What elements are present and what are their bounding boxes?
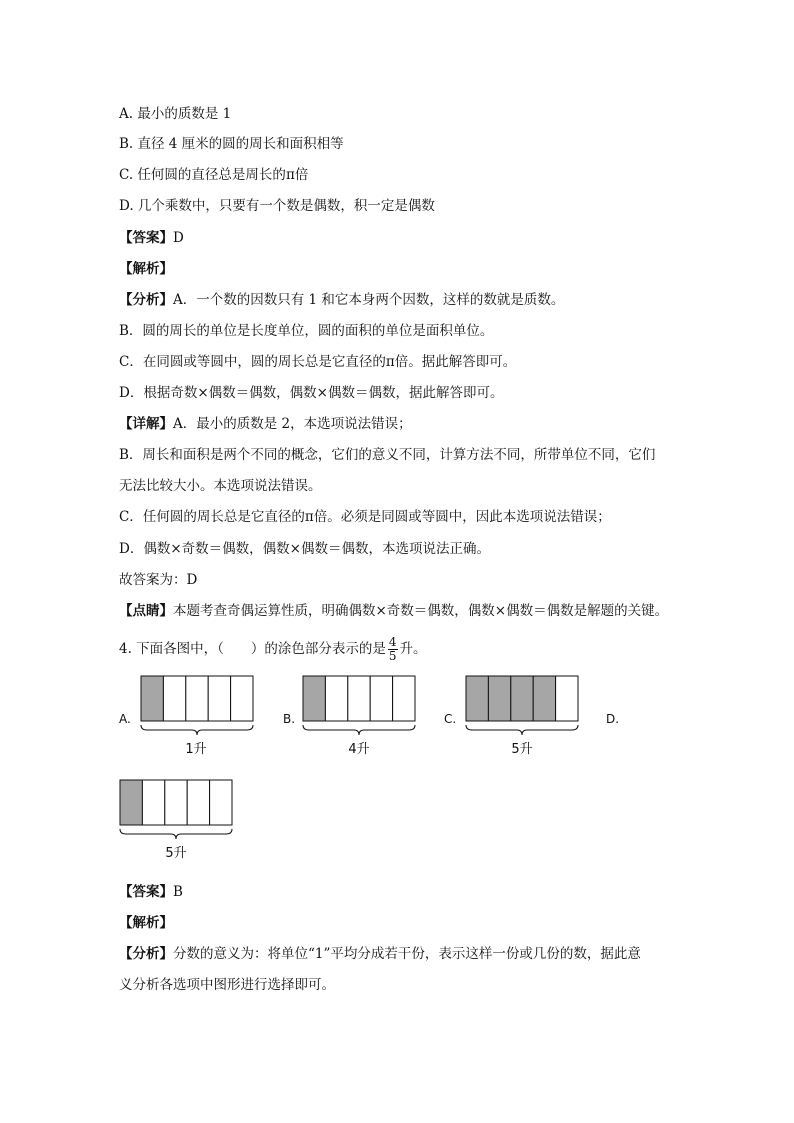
shaded-cell: [303, 676, 325, 721]
option-c-suffix: 倍: [294, 167, 309, 183]
shaded-cell: [466, 676, 488, 721]
empty-cell: [556, 676, 578, 721]
fenxi-c-text: C．在同圆或等圆中，圆的周长总是它直径的: [119, 354, 386, 370]
answer-2: [119, 882, 183, 902]
bar-figure-c: [466, 676, 578, 735]
empty-cell: [210, 780, 232, 825]
answer-tag: 【答案】: [119, 884, 173, 900]
shaded-cell: [120, 780, 142, 825]
answer-value: D: [173, 230, 184, 246]
fenxi-tag: 【分析】: [119, 946, 173, 962]
fenxi-2-line2: 义分析各选项中图形进行选择即可。: [119, 977, 335, 993]
fenxi-d: D．根据奇数×偶数＝偶数，偶数×偶数＝偶数，据此解答即可。: [119, 385, 504, 401]
shaded-cell: [488, 676, 510, 721]
bar-figure-a: [141, 676, 253, 735]
analysis-heading-1: 【解析】: [119, 261, 173, 277]
question-4-text: 4. 下面各图中，（ ）的涂色部分表示的是: [119, 641, 386, 657]
xiangjie-b1: B．周长和面积是两个不同的概念，它们的意义不同，计算方法不同，所带单位不同，它们: [119, 447, 656, 463]
conclusion: 故答案为：D: [119, 572, 198, 588]
figure-c-label: C.: [444, 712, 457, 726]
fraction-denominator: 5: [388, 649, 397, 663]
xiangjie-a-text: A．最小的质数是 2，本选项说法错误；: [173, 416, 412, 432]
pi-symbol: π: [385, 354, 395, 370]
option-a: A. 最小的质数是 1: [119, 106, 232, 122]
figure-b-label: B.: [283, 712, 296, 726]
pi-symbol: π: [285, 167, 295, 183]
empty-cell: [325, 676, 347, 721]
brace: [120, 829, 232, 839]
figure-a-caption: 1升: [185, 742, 207, 757]
brace: [141, 725, 253, 735]
xiangjie-b2: 无法比较大小。本选项说法错误。: [119, 478, 322, 494]
xiangjie-c-text: C．任何圆的周长总是它直径的: [119, 509, 305, 525]
answer-value: B: [173, 884, 183, 900]
empty-cell: [186, 676, 208, 721]
fenxi-a-text: A．一个数的因数只有 1 和它本身两个因数，这样的数就是质数。: [173, 292, 565, 308]
empty-cell: [208, 676, 230, 721]
fraction-numerator: 4: [388, 635, 397, 649]
figure-c-caption: 5升: [511, 742, 533, 757]
empty-cell: [165, 780, 187, 825]
empty-cell: [370, 676, 392, 721]
figure-d-label: D.: [606, 712, 620, 726]
empty-cell: [187, 780, 209, 825]
empty-cell: [231, 676, 253, 721]
brace: [303, 725, 415, 735]
bar-figure-b: [303, 676, 415, 735]
option-d: D. 几个乘数中，只要有一个数是偶数，积一定是偶数: [119, 198, 435, 214]
dianjing-tag: 【点睛】: [119, 603, 173, 619]
figure-a-label: A.: [119, 712, 131, 726]
analysis-heading-2: 【解析】: [119, 915, 173, 931]
dianjing-text: 本题考查奇偶运算性质，明确偶数×奇数＝偶数，偶数×偶数＝偶数是解题的关键。: [173, 603, 669, 619]
fenxi-2-line1: [119, 944, 641, 964]
option-b: B. 直径 4 厘米的圆的周长和面积相等: [119, 136, 344, 152]
figure-b-caption: 4升: [348, 742, 370, 757]
xiangjie-tag: 【详解】: [119, 416, 173, 432]
empty-cell: [393, 676, 415, 721]
question-4-suffix: 升。: [399, 641, 427, 657]
bar-figure-d: [120, 780, 232, 839]
shaded-cell: [533, 676, 555, 721]
figure-d-caption: 5升: [165, 846, 187, 861]
fenxi-2-text1: 分数的意义为：将单位“1”平均分成若干份，表示这样一份或几份的数，据此意: [173, 946, 641, 962]
empty-cell: [163, 676, 185, 721]
shaded-cell: [511, 676, 533, 721]
answer-tag: 【答案】: [119, 230, 173, 246]
fenxi-b: B．圆的周长的单位是长度单位，圆的面积的单位是面积单位。: [119, 323, 494, 339]
brace: [466, 725, 578, 735]
empty-cell: [348, 676, 370, 721]
xiangjie-d: D．偶数×奇数＝偶数，偶数×偶数＝偶数，本选项说法正确。: [119, 541, 490, 557]
shaded-cell: [141, 676, 163, 721]
empty-cell: [142, 780, 164, 825]
option-c-text: C. 任何圆的直径总是周长的: [119, 167, 286, 183]
pi-symbol: π: [304, 509, 314, 525]
fenxi-tag: 【分析】: [119, 292, 173, 308]
xiangjie-c-suffix: 倍。必须是同圆或等圆中，因此本选项说法错误；: [313, 509, 611, 525]
fenxi-c-suffix: 倍。据此解答即可。: [394, 354, 517, 370]
